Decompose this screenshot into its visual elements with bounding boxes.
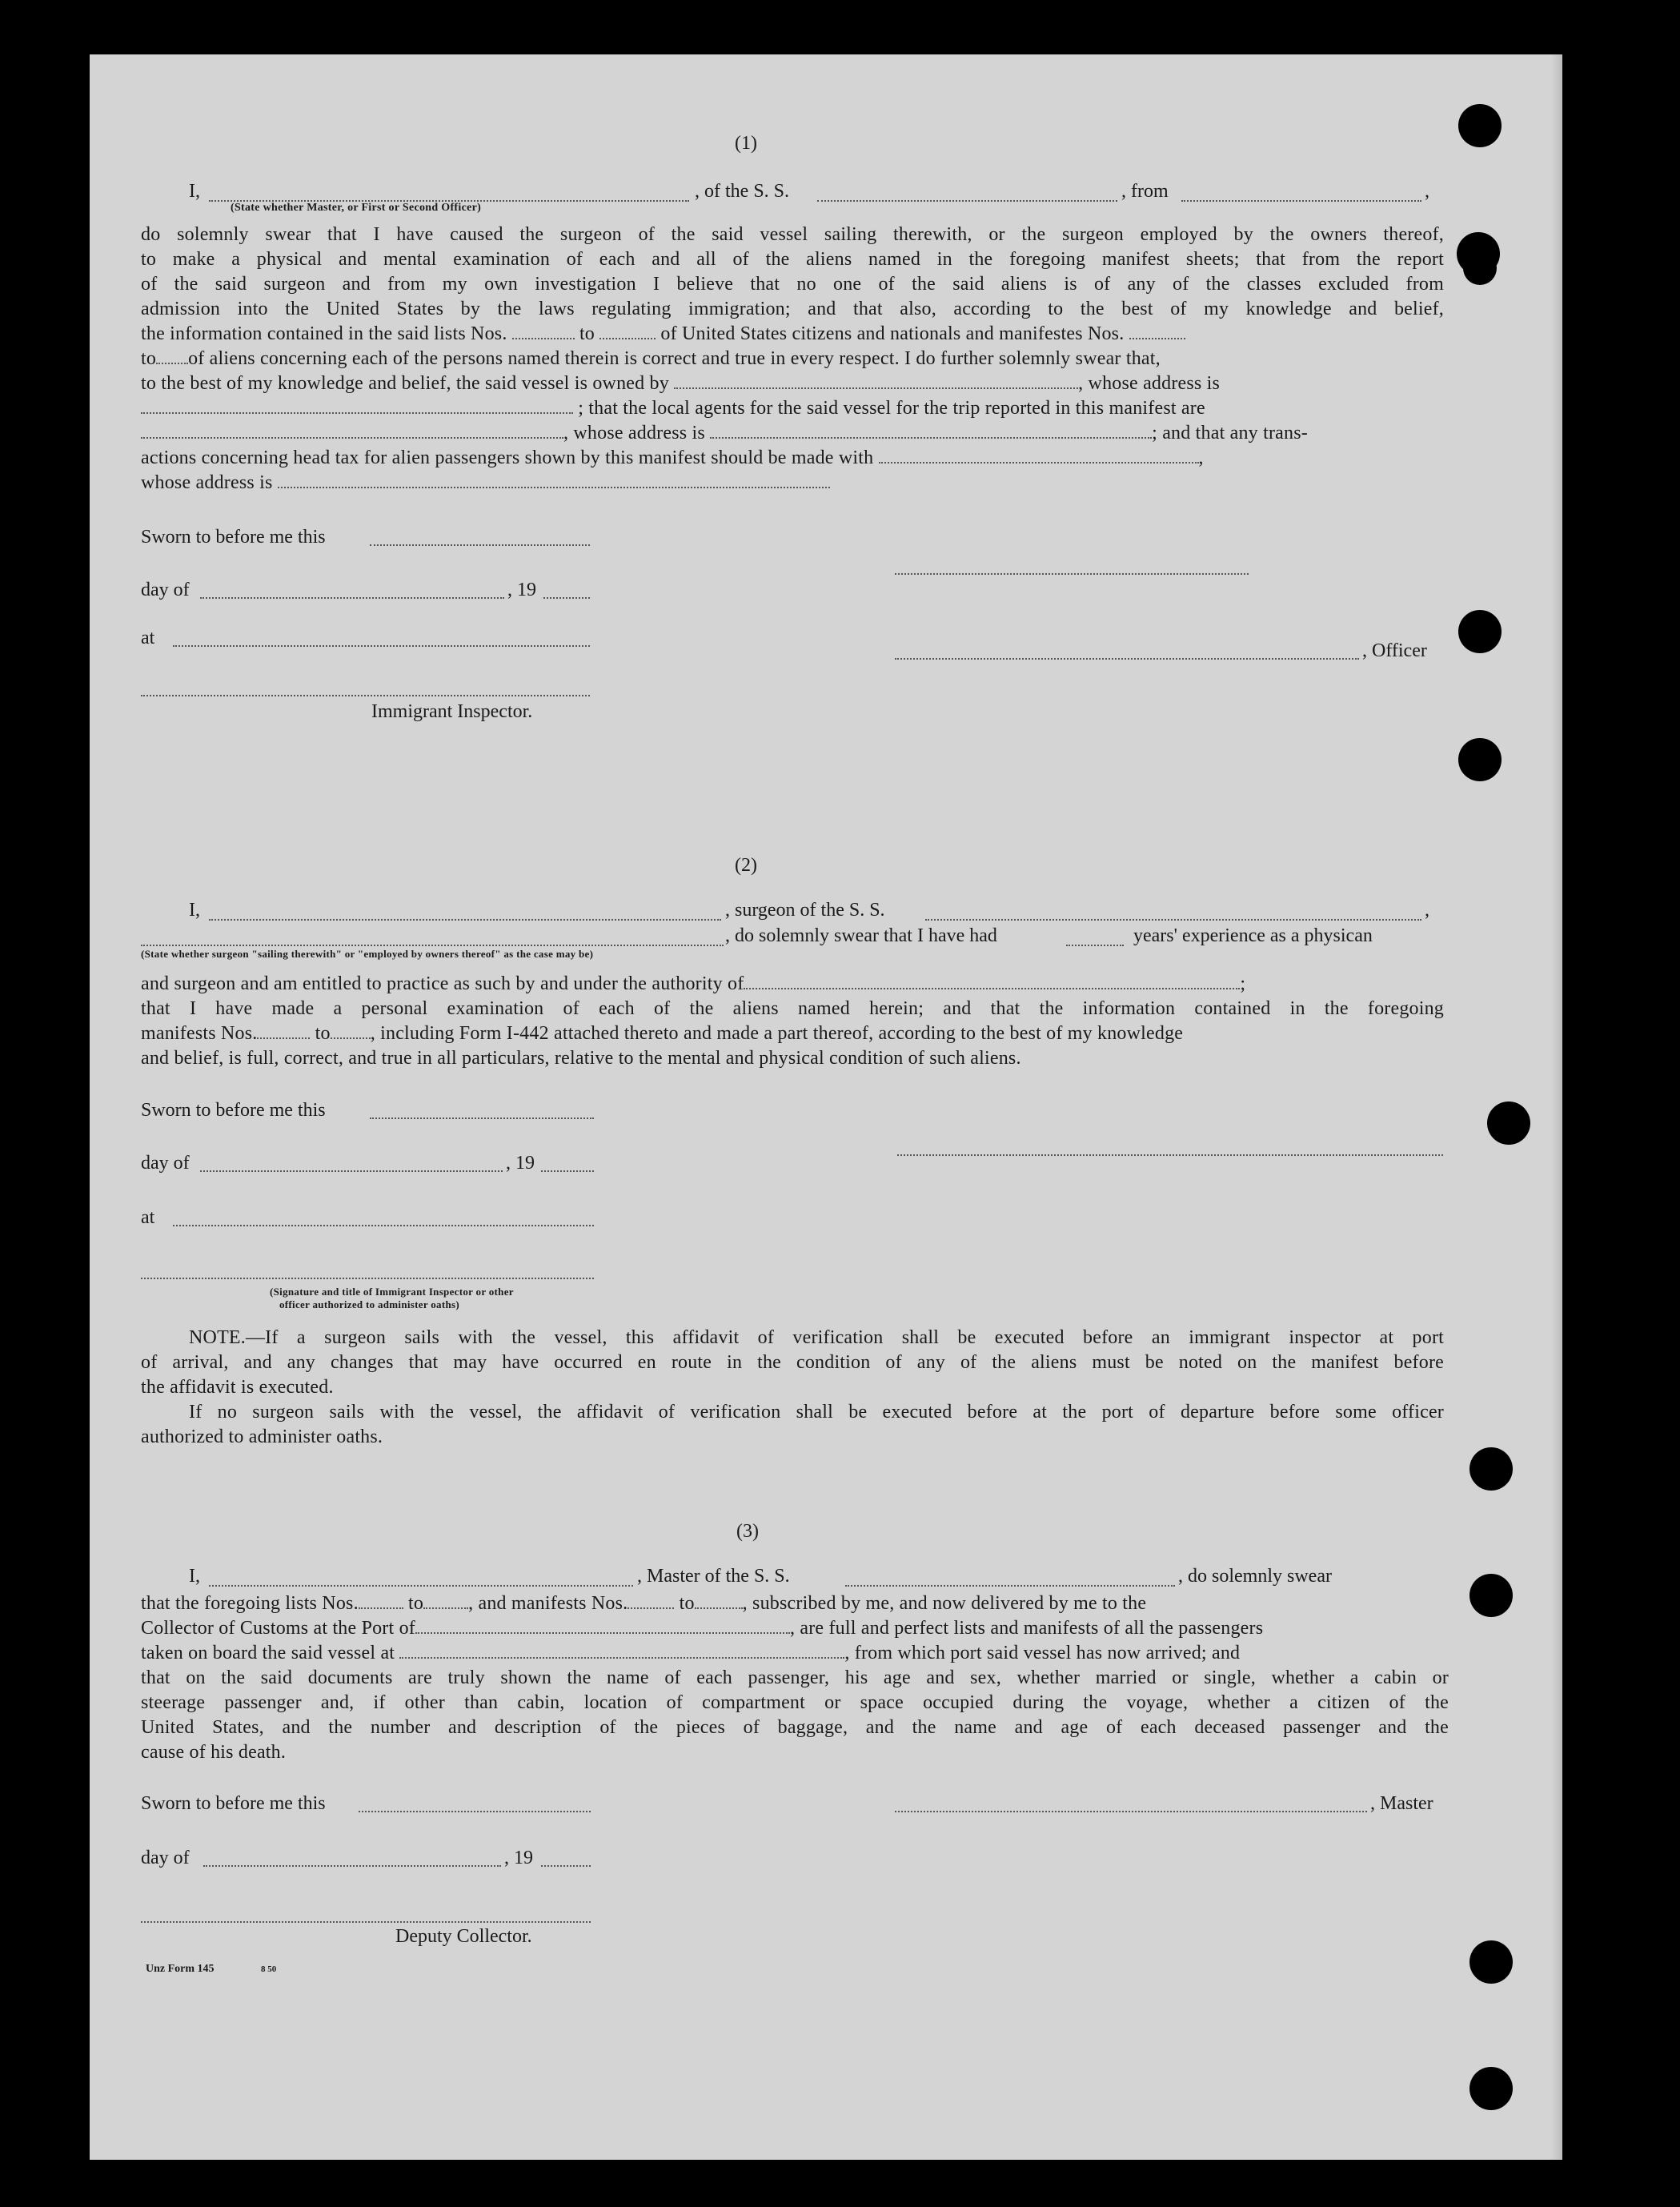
punch-hole <box>1458 738 1502 781</box>
punch-hole <box>1469 1940 1513 1984</box>
s2-note-line-3: the affidavit is executed. <box>141 1377 334 1398</box>
s3-sworn-label: Sworn to before me this <box>141 1793 326 1814</box>
s1-line-3: to make a physical and mental examination of each and all of the aliens named in the foregoing manifest sheets; that from the report <box>141 249 1444 270</box>
s3-port-label: Collector of Customs at the Port of <box>141 1618 415 1639</box>
punch-hole <box>1458 610 1502 653</box>
s1-inspector-label: Immigrant Inspector. <box>371 701 533 722</box>
s3-day-label: day of <box>141 1848 190 1868</box>
s3-line-5: that on the said documents are truly shown the name of each passenger, his age and sex, whether married or single, whether a cabin or <box>141 1667 1449 1688</box>
s3-line-7: United States, and the number and description of the pieces of baggage, and the name and age of each deceased passenger and the <box>141 1717 1449 1738</box>
s2-signature-note-2: officer authorized to administer oaths) <box>279 1298 459 1310</box>
punch-hole <box>1469 1574 1513 1617</box>
s1-citizens-label: of United States citizens and nationals and manifestes Nos. <box>660 323 1125 344</box>
s1-trans-label: ; and that any trans- <box>1152 423 1308 443</box>
s2-note-line-1: NOTE.—If a surgeon sails with the vessel, this affidavit of verification shall be executed before an immigrant inspector at port <box>189 1327 1444 1348</box>
s3-taken-label: taken on board the said vessel at <box>141 1643 395 1663</box>
document-page <box>90 54 1562 2160</box>
s3-swear-label: , do solemnly swear <box>1178 1566 1332 1587</box>
s2-comma: , <box>1425 900 1429 921</box>
s2-authority-label: and surgeon and am entitled to practice as such by and under the authority of <box>141 973 744 994</box>
section-1-number: (1) <box>735 133 757 154</box>
s3-lists-label: that the foregoing lists Nos. <box>141 1593 359 1614</box>
form-number: Unz Form 145 <box>146 1963 215 1975</box>
s1-comma: , <box>1425 181 1429 202</box>
s2-signature-note-1: (Signature and title of Immigrant Inspector or other <box>270 1286 514 1298</box>
s2-at-label: at <box>141 1207 155 1228</box>
s2-note-line-2: of arrival, and any changes that may have occurred en route in the condition of any of the aliens must be noted on the manifest before <box>141 1352 1444 1373</box>
s2-i-label: I, <box>189 900 200 921</box>
s3-to-label: to <box>407 1593 424 1614</box>
s1-address-label: , whose address is <box>1078 373 1221 394</box>
s1-from-label: , from <box>1121 181 1169 202</box>
s2-swear-label: , do solemnly swear that I have had <box>725 925 997 946</box>
s3-manifests-label: , and manifests Nos. <box>468 1593 628 1614</box>
s1-lists-label: the information contained in the said lists Nos. <box>141 323 507 344</box>
s1-owned-label: to the best of my knowledge and belief, the said vessel is owned by <box>141 373 669 394</box>
section-3-number: (3) <box>736 1521 759 1542</box>
s2-note-line-4: If no surgeon sails with the vessel, the affidavit of verification shall be executed before at the port of departure before some officer <box>189 1402 1444 1423</box>
s1-at-label: at <box>141 628 155 648</box>
s1-day-label: day of <box>141 580 190 600</box>
s1-line-7: of aliens concerning each of the persons named therein is correct and true in every respect. I do further solemnly swear that, <box>188 348 1161 369</box>
punch-hole <box>1469 2067 1513 2110</box>
s3-line-8: cause of his death. <box>141 1742 287 1763</box>
s3-deputy-label: Deputy Collector. <box>395 1926 532 1947</box>
s3-lists-full-label: , are full and perfect lists and manifests of all the passengers <box>789 1618 1264 1639</box>
s1-vessel-label: , of the S. S. <box>695 181 790 202</box>
s1-officer-label: , Officer <box>1362 640 1427 661</box>
s3-i-label: I, <box>189 1566 200 1587</box>
punch-hole <box>1463 251 1497 285</box>
s3-year-label: , 19 <box>504 1848 533 1868</box>
s1-comma-2: , <box>1198 447 1204 468</box>
s2-line-6: and belief, is full, correct, and true in all particulars, relative to the mental and physical condition of such aliens. <box>141 1048 1021 1069</box>
form-code: 8 50 <box>261 1964 277 1974</box>
s2-line-4: that I have made a personal examination of each of the aliens named herein; and that the information contained in the foregoing <box>141 998 1444 1019</box>
s3-subscribed-label: , subscribed by me, and now delivered by me to the <box>742 1593 1147 1614</box>
s1-agents-label: ; that the local agents for the said vessel for the trip reported in this manifest are <box>578 398 1205 419</box>
s1-line-4: of the said surgeon and from my own investigation I believe that no one of the said aliens is of any of the classes excluded from <box>141 274 1444 295</box>
s2-to-label: to <box>315 1023 331 1044</box>
s1-year-label: , 19 <box>507 580 536 600</box>
s2-day-label: day of <box>141 1153 190 1174</box>
s3-line-6: steerage passenger and, if other than cabin, location of compartment or space occupied during the voyage, whether a citizen of the <box>141 1692 1449 1713</box>
section-2-number: (2) <box>735 855 757 876</box>
s1-to-label: to <box>579 323 595 344</box>
s3-master-sig-label: , Master <box>1370 1793 1433 1814</box>
s1-address-label-2: , whose address is <box>563 423 705 443</box>
s3-arrived-label: , from which port said vessel has now arrived; and <box>844 1643 1241 1663</box>
s1-line-2: do solemnly swear that I have caused the surgeon of the said vessel sailing therewith, or the surgeon employed by the owners thereof, <box>141 224 1444 245</box>
s1-officer-note: (State whether Master, or First or Second Officer) <box>231 202 482 214</box>
s3-master-label: , Master of the S. S. <box>637 1566 790 1587</box>
punch-hole <box>1487 1101 1530 1145</box>
s2-manifests-label: manifests Nos. <box>141 1023 258 1044</box>
s1-headtax-label: actions concerning head tax for alien passengers shown by this manifest should be made with <box>141 447 874 468</box>
s3-to-label-2: to <box>679 1593 695 1614</box>
s2-sworn-label: Sworn to before me this <box>141 1100 326 1121</box>
s1-to-label-2: to <box>141 348 157 369</box>
s1-i-label: I, <box>189 181 200 202</box>
s2-note-line-5: authorized to administer oaths. <box>141 1427 383 1447</box>
s1-sworn-label: Sworn to before me this <box>141 527 326 548</box>
punch-hole <box>1458 104 1502 147</box>
punch-hole <box>1469 1447 1513 1491</box>
s2-form-label: , including Form I-442 attached thereto and made a part thereof, according to the best of my knowledge <box>370 1023 1184 1044</box>
s2-year-label: , 19 <box>506 1153 535 1174</box>
s1-line-5: admission into the United States by the laws regulating immigration; and that also, according to the best of my knowledge and belief, <box>141 299 1444 319</box>
s2-semicolon: ; <box>1240 973 1246 994</box>
s1-whose-address-label: whose address is <box>141 472 273 493</box>
s2-experience-label: years' experience as a physican <box>1133 925 1373 946</box>
s2-surgeon-label: , surgeon of the S. S. <box>725 900 885 921</box>
s2-surgeon-note: (State whether surgeon "sailing therewith" or "employed by owners thereof" as the case may be) <box>141 948 594 960</box>
